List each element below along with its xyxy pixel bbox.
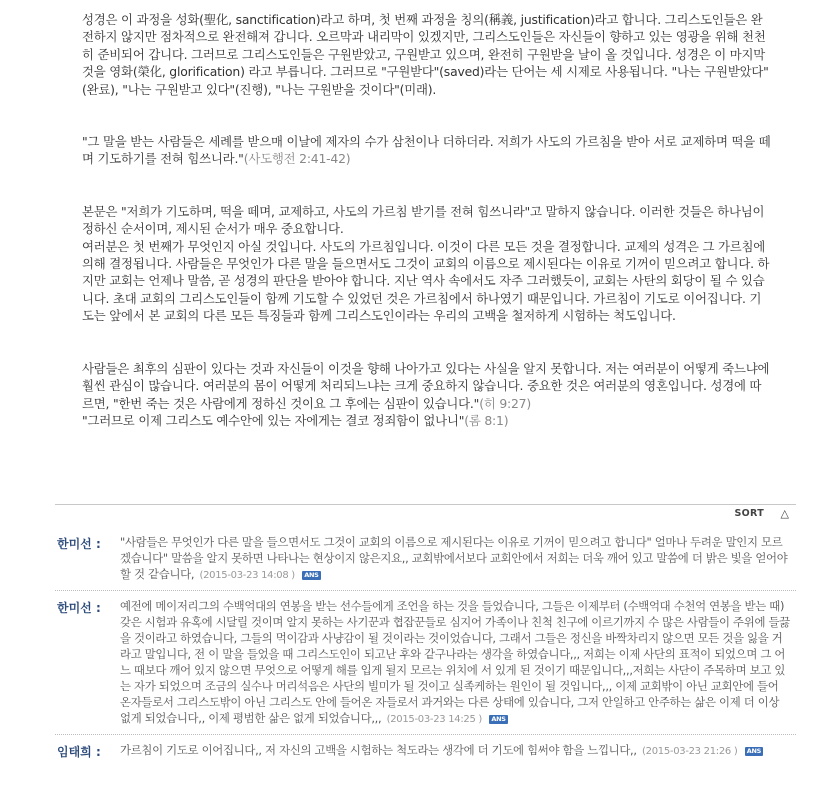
scripture-reference: (히 9:27) — [479, 395, 531, 411]
answer-badge-button[interactable]: ANS — [491, 715, 506, 723]
comment-author[interactable]: 임태희 : — [57, 745, 101, 759]
comment-body — [120, 527, 796, 590]
comment-text: "사람들은 무엇인가 다른 말을 들으면서도 그것이 교회의 이름으로 제시된다는 이유로 기꺼이 믿으려고 합니다" 얼마나 두려운 말인지 모르겠습니다" 말씀을 알지 못하면 나타나는 현상이지 않은지요,, 교회밖에서보다 교회안에서 저희는 더욱 깨어 있고 말씀에 더 밝은 빛을 얻어야할 것 같습니다, — [120, 535, 788, 581]
spacer — [82, 325, 772, 360]
spacer — [82, 168, 772, 203]
comment-body — [120, 735, 796, 766]
comment-text: 예전에 메이저리그의 수백억대의 연봉을 받는 선수들에게 조언을 하는 것을 들었습니다, 그들은 이제부터 (수백억대 수천억 연봉을 받는 때) 갖은 시험과 유혹에 시달릴 것이며 알지 못하는 사기꾼과 협잡꾼들로 심지어 가족이나 친척 친구에 이르기까지 수 많은 사람들이 주위에 들끓을 것이라고 하였습니다, 그들의 먹이감과 사냥감이 될 것이라는 것이었습니다, 그래서 그들은 정신을 바짝차리지 않으면 모든 것을 잃을 거라고 말입니다, 전 이 말을 들었을 때 그리스도인이 되고난 후와 같구나라는 생각을 하였습니다,,, 저희는 이제 사단의 표적이 되었으며 그 어느 때보다 깨어 있지 않으면 무엇으로 어떻게 해를 입게 될지 모르는 위치에 서 있게 된 것이기 때문입니다,,,저희는 사단이 주목하며 보고 있는 자가 되었으며 조금의 실수나 머리석음은 사단의 빌미가 될 것이고 실족케하는 원인이 될 것입니다,,, 이제 교회밖이 아닌 교회안에 들어 온자들로서 그리스도밖이 아닌 그리스도 안에 들어온 자들로서 과거와는 다른 상태에 있습니다, 그저 안일하고 안주하는 삶은 이제 더 이상 없게 되었습니다,, 이제 평범한 삶은 없게 되었습니다,,, — [120, 599, 790, 725]
sort-button[interactable]: SORT — [734, 508, 764, 519]
comment-author[interactable]: 한미선 : — [57, 537, 101, 551]
comment-date: (2015-03-23 14:08 ) — [199, 570, 295, 581]
comment-author[interactable]: 한미선 : — [57, 601, 101, 615]
article-paragraph: 본문은 "저희가 기도하며, 떡을 떼며, 교제하고, 사도의 가르침 받기를 전혀 힘쓰니라"고 말하지 않습니다. 이러한 것들은 하나님이 정하신 순서이며, 제시된 순서가 매우 중요합니다. — [82, 203, 765, 237]
answer-badge-button[interactable]: ANS — [304, 571, 319, 579]
sort-bar — [55, 505, 796, 526]
answer-badge-button[interactable]: ANS — [746, 747, 762, 755]
article-paragraph: 여러분은 첫 번째가 무엇인지 아실 것입니다. 사도의 가르침입니다. 이것이 다른 모든 것을 결정합니다. 교제의 성격은 그 가르침에 의해 결정됩니다. 사람들은 무엇인가 다른 말을 들으면서도 그것이 교회의 이름으로 제시된다는 이유로 기꺼이 믿으려고 합니다. 하지만 교회는 언제나 말씀, 곧 성경의 판단을 받아야 합니다. 지난 역사 속에서도 자주 그러했듯이, 교회는 사탄의 회당이 될 수 있습니다. 초대 교회의 그리스도인들이 함께 기도할 수 있었던 것은 가르침에서 하나였기 때문입니다. 가르침이 기도로 이어집니다. 기도는 앞에서 본 교회의 다른 모든 특징들과 함께 그리스도인이라는 우리의 고백을 철저하게 시험하는 척도입니다. — [82, 238, 770, 324]
scripture-quote — [82, 412, 772, 429]
paragraph-text: 사람들은 최후의 심판이 있다는 것과 자신들이 이것을 향해 나아가고 있다는 사실을 알지 못합니다. 저는 여러분이 어떻게 죽느냐에 훨씬 관심이 많습니다. 여러분의 몸이 어떻게 처리되느냐는 크게 중요하지 않습니다. 중요한 것은 여러분의 영혼입니다. 성경에 따르면, "한번 죽는 것은 사람에게 정하신 것이요 그 후에는 심판이 있습니다." — [82, 360, 770, 411]
quote-text: "그 말을 받는 사람들은 세례를 받으매 이날에 제자의 수가 삼천이나 더하더라. 저희가 사도의 가르침을 받아 서로 교제하며 떡을 떼며 기도하기를 전혀 힘쓰니라." — [82, 134, 771, 167]
article-paragraph: 성경은 이 과정을 성화(聖化, sanctification)라고 하며, 첫 번째 과정을 칭의(稱義, justification)라고 합니다. 그리스도인들은 완전하지 않지만 점차적으로 완전해져 갑니다. 오르막과 내리막이 있겠지만, 그리스도인들은 자신들이 향하고 있는 영광을 위해 천천히 준비되어 갑니다. 그러므로 그리스도인들은 구원받았고, 구원받고 있으며, 완전히 구원받을 날이 올 것입니다. 성경은 이 마지막 것을 영화(榮化, glorification) 라고 부릅니다. 그러므로 "구원받다"(saved)라는 단어는 세 시제로 사용됩니다. "나는 구원받았다"(완료), "나는 구원받고 있다"(진행), "나는 구원받을 것이다"(미래). — [82, 12, 769, 97]
scripture-reference: (롬 8:1) — [464, 412, 509, 428]
scripture-quote — [82, 133, 772, 168]
scripture-reference: (사도행전 2:41-42) — [243, 151, 351, 167]
comment-item — [55, 734, 796, 766]
comment-item — [55, 590, 796, 734]
quote-text: "그러므로 이제 그리스도 예수안에 있는 자에게는 결코 정죄함이 없나니" — [82, 412, 465, 428]
article-paragraph — [82, 360, 772, 412]
comment-text: 가르침이 기도로 이어집니다,, 저 자신의 고백을 시험하는 척도라는 생각에 더 기도에 힘써야 함을 느낍니다,, — [120, 743, 637, 757]
comment-body — [120, 591, 796, 734]
comment-list — [55, 527, 796, 766]
comment-item — [55, 527, 796, 590]
comment-date: (2015-03-23 14:25 ) — [386, 714, 483, 725]
comment-date: (2015-03-23 21:26 ) — [642, 746, 738, 757]
spacer — [82, 98, 772, 133]
sermon-article — [82, 11, 772, 429]
triangle-up-icon[interactable]: △ — [780, 507, 789, 520]
